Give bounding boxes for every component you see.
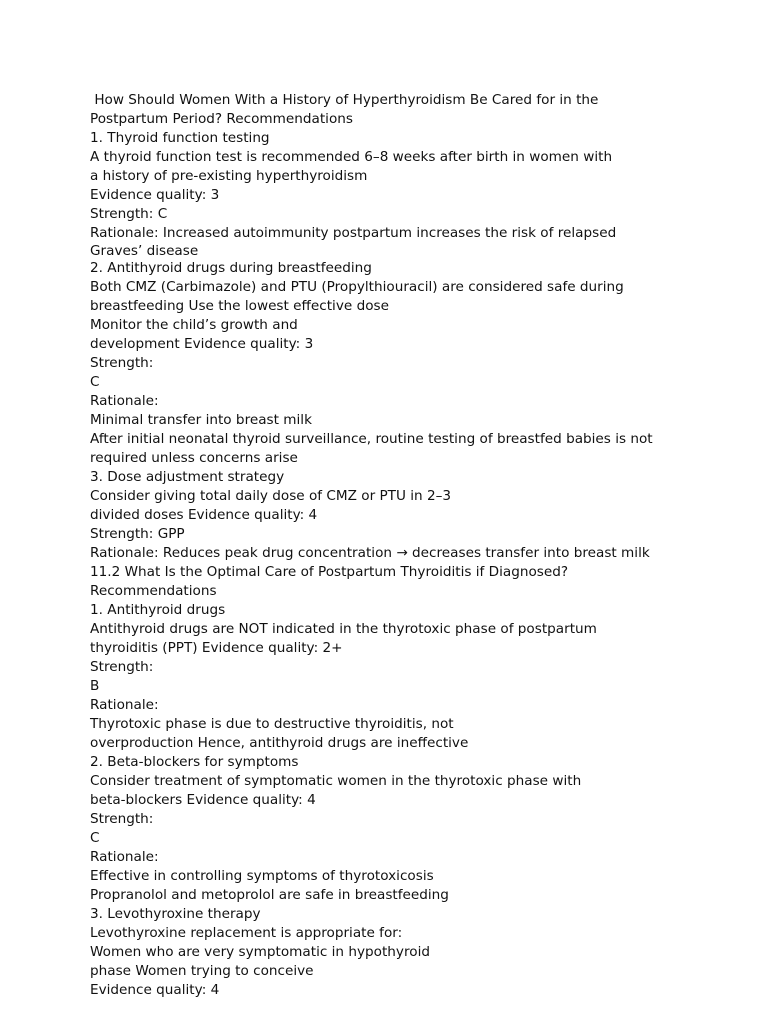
text-line: Propranolol and metoprolol are safe in breastfeeding <box>90 887 449 903</box>
section-heading: 2. Beta-blockers for symptoms <box>90 754 299 770</box>
text-line: Antithyroid drugs are NOT indicated in the thyrotoxic phase of postpartum <box>90 621 597 637</box>
document-title: Postpartum Period? Recommendations <box>90 111 353 127</box>
rationale: Rationale: <box>90 697 159 713</box>
section-heading: 2. Antithyroid drugs during breastfeeding <box>90 260 372 276</box>
text-line: Graves’ disease <box>90 243 199 259</box>
rationale: Rationale: Increased autoimmunity postpartum increases the risk of relapsed <box>90 225 617 241</box>
evidence-quality: Evidence quality: 4 <box>90 982 220 998</box>
evidence-quality: Evidence quality: 3 <box>90 187 220 203</box>
strength: Strength: <box>90 811 154 827</box>
rationale: Rationale: <box>90 849 159 865</box>
text-line: phase Women trying to conceive <box>90 963 314 979</box>
rationale: Rationale: <box>90 393 159 409</box>
text-line: beta-blockers Evidence quality: 4 <box>90 792 316 808</box>
text-line: development Evidence quality: 3 <box>90 336 314 352</box>
document-title: How Should Women With a History of Hyperthyroidism Be Cared for in the <box>90 92 599 108</box>
text-line: a history of pre-existing hyperthyroidism <box>90 168 368 184</box>
text-line: Consider treatment of symptomatic women in the thyrotoxic phase with <box>90 773 582 789</box>
document-body <box>90 91 690 1000</box>
text-line: Consider giving total daily dose of CMZ or PTU in 2–3 <box>90 488 452 504</box>
rationale: Rationale: Reduces peak drug concentration → decreases transfer into breast milk <box>90 545 650 561</box>
strength: Strength: <box>90 355 154 371</box>
strength: Strength: C <box>90 206 168 222</box>
text-line: overproduction Hence, antithyroid drugs are ineffective <box>90 735 469 751</box>
strength: Strength: <box>90 659 154 675</box>
text-line: C <box>90 830 100 846</box>
text-line: Monitor the child’s growth and <box>90 317 298 333</box>
section-title: Recommendations <box>90 583 217 599</box>
text-line: C <box>90 374 100 390</box>
text-line: Both CMZ (Carbimazole) and PTU (Propylthiouracil) are considered safe during <box>90 279 624 295</box>
strength: Strength: GPP <box>90 526 185 542</box>
text-line: B <box>90 678 100 694</box>
text-line: After initial neonatal thyroid surveillance, routine testing of breastfed babies is not <box>90 431 653 447</box>
text-line: breastfeeding Use the lowest effective dose <box>90 298 389 314</box>
text-line: Levothyroxine replacement is appropriate for: <box>90 925 403 941</box>
text-line: Minimal transfer into breast milk <box>90 412 312 428</box>
section-heading: 3. Levothyroxine therapy <box>90 906 261 922</box>
section-heading: 1. Thyroid function testing <box>90 130 270 146</box>
text-line: Effective in controlling symptoms of thyrotoxicosis <box>90 868 434 884</box>
section-title: 11.2 What Is the Optimal Care of Postpartum Thyroiditis if Diagnosed? <box>90 564 569 580</box>
section-heading: 3. Dose adjustment strategy <box>90 469 285 485</box>
text-line: thyroiditis (PPT) Evidence quality: 2+ <box>90 640 343 656</box>
text-line: required unless concerns arise <box>90 450 298 466</box>
text-line: divided doses Evidence quality: 4 <box>90 507 318 523</box>
text-line: Thyrotoxic phase is due to destructive thyroiditis, not <box>90 716 454 732</box>
text-line: Women who are very symptomatic in hypothyroid <box>90 944 430 960</box>
text-line: A thyroid function test is recommended 6–8 weeks after birth in women with <box>90 149 613 165</box>
section-heading: 1. Antithyroid drugs <box>90 602 226 618</box>
